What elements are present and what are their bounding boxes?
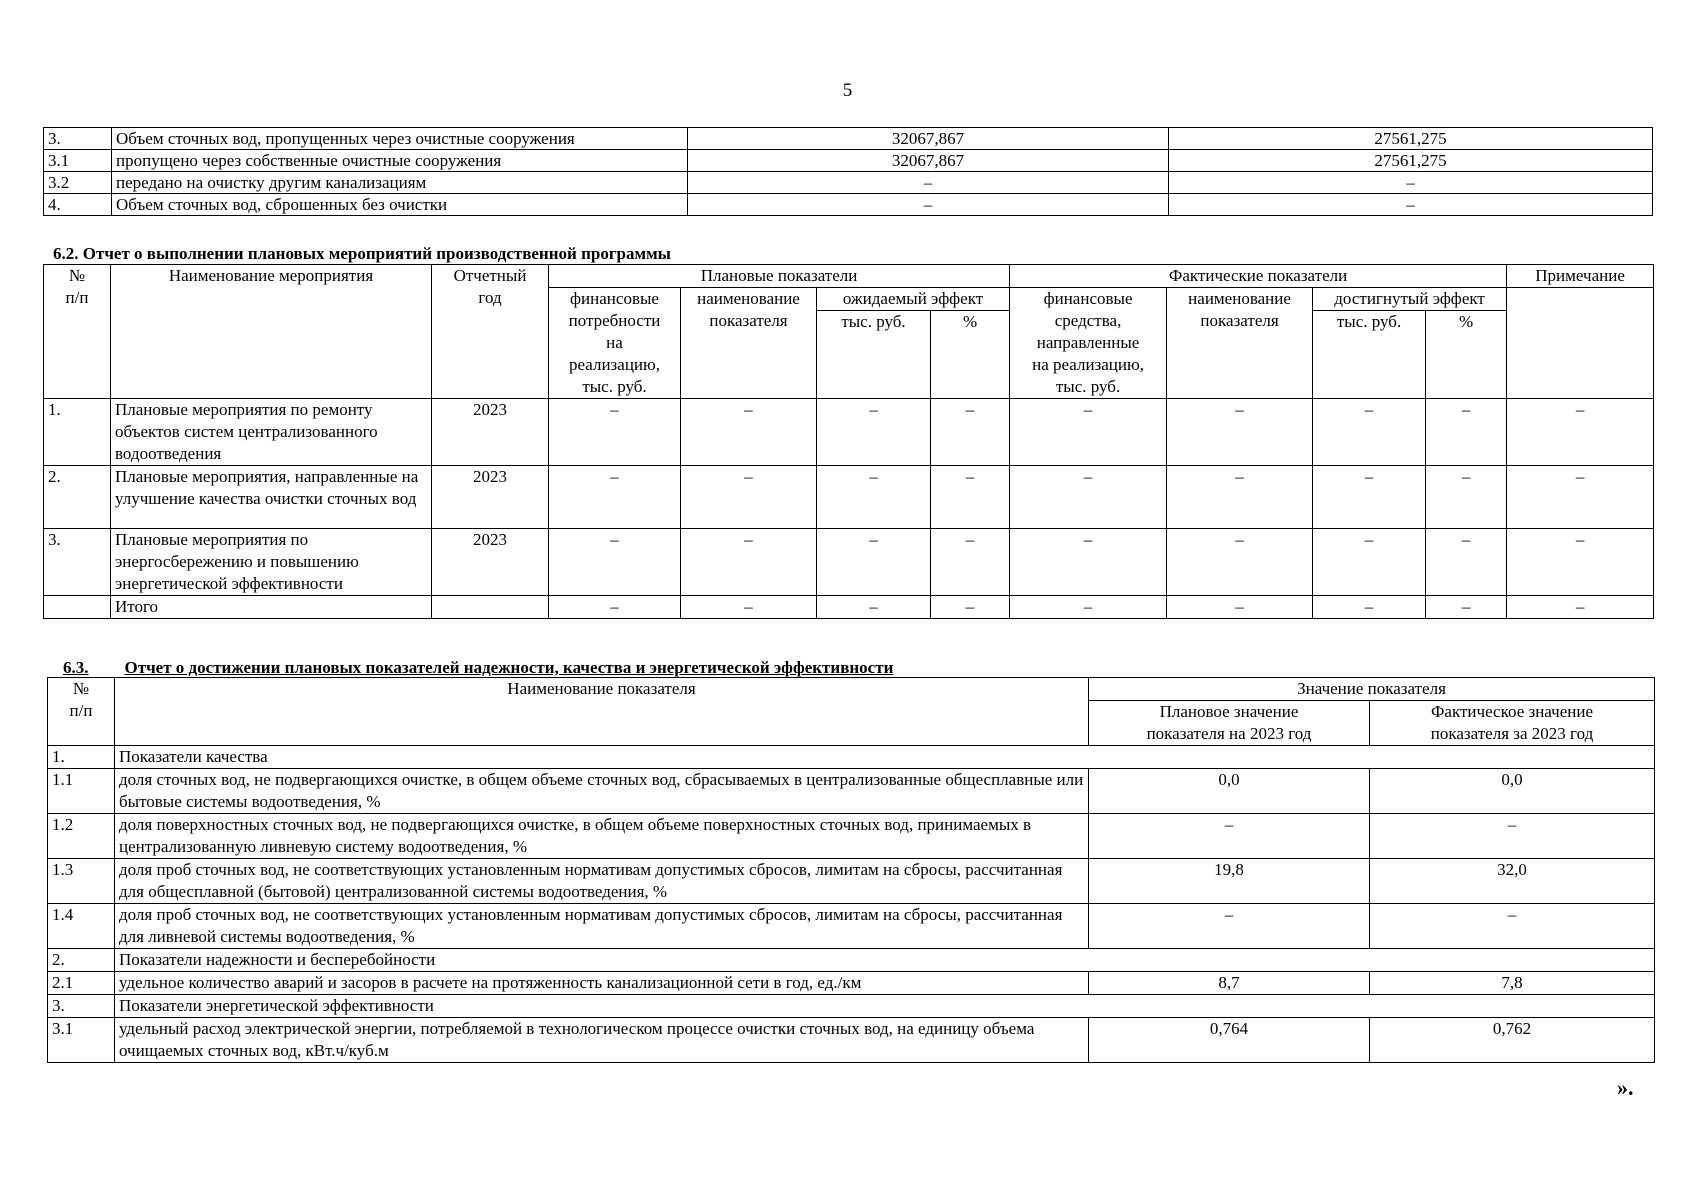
indicator-cell: – [1313,529,1426,596]
header-fact-percent: % [1426,311,1507,399]
report-year: 2023 [432,529,549,596]
indicator-cell: – [931,399,1010,466]
indicator-cell: – [681,529,817,596]
group-row [48,949,1655,972]
header-plan-thousand-rub: тыс. руб. [817,311,931,399]
row-value-planned: 32067,867 [688,150,1169,172]
row-name: Объем сточных вод, пропущенных через очистные сооружения [112,128,688,150]
indicator-cell: – [1010,399,1167,466]
table-row [44,466,1654,529]
indicator-cell: – [1313,399,1426,466]
header-num: № п/п [48,678,115,746]
report-year: 2023 [432,466,549,529]
indicator-cell: – [1507,596,1654,619]
indicator-cell: – [549,596,681,619]
header-plan-financial-needs: финансовые потребности на реализацию, тыс. руб. [549,288,681,399]
indicator-cell: – [681,466,817,529]
row-number: 1.1 [48,769,115,814]
header-fact-thousand-rub: тыс. руб. [1313,311,1426,399]
table-row [48,1018,1655,1063]
header-plan-indicator-name: наименование показателя [681,288,817,399]
row-name: Объем сточных вод, сброшенных без очистки [112,194,688,216]
row-number: 1. [44,399,111,466]
header-indicator-name: Наименование показателя [115,678,1089,746]
activity-name: Плановые мероприятия, направленные на улучшение качества очистки сточных вод [111,466,432,529]
indicator-cell: – [931,529,1010,596]
table-row [44,194,1653,216]
indicator-cell: – [1167,466,1313,529]
table-row [48,972,1655,995]
header-report-year: Отчетный год [432,265,549,399]
header-expected-effect: ожидаемый эффект [817,288,1010,311]
header-achieved-effect: достигнутый эффект [1313,288,1507,311]
header-num: № п/п [44,265,111,399]
indicator-cell: – [817,596,931,619]
section-6-2-title: 6.2. Отчет о выполнении плановых мероприятий производственной программы [53,244,671,263]
row-number: 1. [48,746,115,769]
table-row [48,904,1655,949]
row-value-actual: 27561,275 [1169,150,1653,172]
actual-value: 0,762 [1370,1018,1655,1063]
row-value-planned: 32067,867 [688,128,1169,150]
indicator-cell: – [549,529,681,596]
header-indicator-value: Значение показателя [1089,678,1655,701]
row-value-planned: – [688,172,1169,194]
indicator-cell: – [549,399,681,466]
planned-value: 8,7 [1089,972,1370,995]
closing-quote-mark: ». [1617,1075,1634,1100]
activity-name: Итого [111,596,432,619]
indicator-cell: – [681,399,817,466]
planned-value: – [1089,814,1370,859]
indicator-cell: – [1010,529,1167,596]
row-number: 3. [48,995,115,1018]
table-row [48,814,1655,859]
group-name: Показатели надежности и бесперебойности [115,949,1655,972]
indicator-cell: – [549,466,681,529]
indicator-cell: – [1507,529,1654,596]
row-number: 3. [44,529,111,596]
indicator-name: доля поверхностных сточных вод, не подвергающихся очистке, в общем объеме поверхностных сточных вод, принимаемых в централизованную ливневую систему водоотведения, % [115,814,1089,859]
indicator-cell: – [817,399,931,466]
indicator-cell: – [1426,466,1507,529]
row-number: 3.1 [48,1018,115,1063]
header-plan-percent: % [931,311,1010,399]
section-6-3-heading: Отчет о достижении плановых показателей надежности, качества и энергетической эффективности [124,658,894,677]
report-year: 2023 [432,399,549,466]
actual-value: – [1370,904,1655,949]
header-actual-value: Фактическое значение показателя за 2023 год [1370,701,1655,746]
header-planned-value: Плановое значение показателя на 2023 год [1089,701,1370,746]
indicator-cell: – [1167,529,1313,596]
row-name: передано на очистку другим канализациям [112,172,688,194]
group-name: Показатели энергетической эффективности [115,995,1655,1018]
indicator-cell: – [681,596,817,619]
indicator-cell: – [817,529,931,596]
indicator-cell: – [1426,529,1507,596]
group-row [48,995,1655,1018]
row-value-planned: – [688,194,1169,216]
row-number: 2.1 [48,972,115,995]
indicator-name: доля проб сточных вод, не соответствующих установленным нормативам допустимых сбросов, лимитам на сбросы, рассчитанная для общесплавной (бытовой) централизованной системы водоотведения, % [115,859,1089,904]
row-number: 1.4 [48,904,115,949]
row-number: 2. [48,949,115,972]
row-number [44,596,111,619]
indicator-cell: – [931,466,1010,529]
indicator-cell: – [1167,596,1313,619]
row-number: 1.2 [48,814,115,859]
report-year [432,596,549,619]
row-number: 3.1 [44,150,112,172]
header-fact-financial-means: финансовые средства, направленные на реализацию, тыс. руб. [1010,288,1167,399]
planned-value: 0,764 [1089,1018,1370,1063]
row-number: 2. [44,466,111,529]
indicator-cell: – [931,596,1010,619]
actual-value: 7,8 [1370,972,1655,995]
indicator-cell: – [1426,399,1507,466]
reliability-indicators-table [47,677,1655,1063]
planned-value: – [1089,904,1370,949]
row-number: 3. [44,128,112,150]
indicator-cell: – [1313,596,1426,619]
indicator-cell: – [1010,466,1167,529]
actual-value: – [1370,814,1655,859]
header-planned-indicators: Плановые показатели [549,265,1010,288]
group-name: Показатели качества [115,746,1655,769]
table-row [44,596,1654,619]
indicator-cell: – [817,466,931,529]
wastewater-volume-table [43,127,1653,216]
row-number: 4. [44,194,112,216]
indicator-name: доля сточных вод, не подвергающихся очистке, в общем объеме сточных вод, сбрасываемых в централизованные общесплавные или бытовые системы водоотведения, % [115,769,1089,814]
actual-value: 32,0 [1370,859,1655,904]
section-6-3-number: 6.3. [63,658,89,677]
indicator-name: удельное количество аварий и засоров в расчете на протяженность канализационной сети в год, ед./км [115,972,1089,995]
row-value-actual: – [1169,172,1653,194]
header-note: Примечание [1507,265,1654,288]
row-number: 3.2 [44,172,112,194]
indicator-cell: – [1507,399,1654,466]
indicator-name: удельный расход электрической энергии, потребляемой в технологическом процессе очистки сточных вод, на единицу объема очищаемых сточных вод, кВт.ч/куб.м [115,1018,1089,1063]
planned-value: 19,8 [1089,859,1370,904]
row-number: 1.3 [48,859,115,904]
table-row [44,399,1654,466]
table-row [44,128,1653,150]
planned-activities-table [43,264,1654,619]
planned-value: 0,0 [1089,769,1370,814]
table-row [48,769,1655,814]
row-name: пропущено через собственные очистные сооружения [112,150,688,172]
table-row [44,172,1653,194]
indicator-cell: – [1010,596,1167,619]
activity-name: Плановые мероприятия по ремонту объектов систем централизованного водоотведения [111,399,432,466]
indicator-cell: – [1426,596,1507,619]
indicator-cell: – [1313,466,1426,529]
section-6-3-title [63,658,893,678]
header-actual-indicators: Фактические показатели [1010,265,1507,288]
page-number: 5 [842,80,853,101]
table-row [44,529,1654,596]
header-activity-name: Наименование мероприятия [111,265,432,399]
indicator-cell: – [1507,466,1654,529]
indicator-cell: – [1167,399,1313,466]
table-row [44,150,1653,172]
row-value-actual: 27561,275 [1169,128,1653,150]
actual-value: 0,0 [1370,769,1655,814]
row-value-actual: – [1169,194,1653,216]
header-note-blank [1507,288,1654,399]
indicator-name: доля проб сточных вод, не соответствующих установленным нормативам допустимых сбросов, лимитам на сбросы, рассчитанная для ливневой системы водоотведения, % [115,904,1089,949]
table-row [48,859,1655,904]
activity-name: Плановые мероприятия по энергосбережению и повышению энергетической эффективности [111,529,432,596]
header-fact-indicator-name: наименование показателя [1167,288,1313,399]
group-row [48,746,1655,769]
